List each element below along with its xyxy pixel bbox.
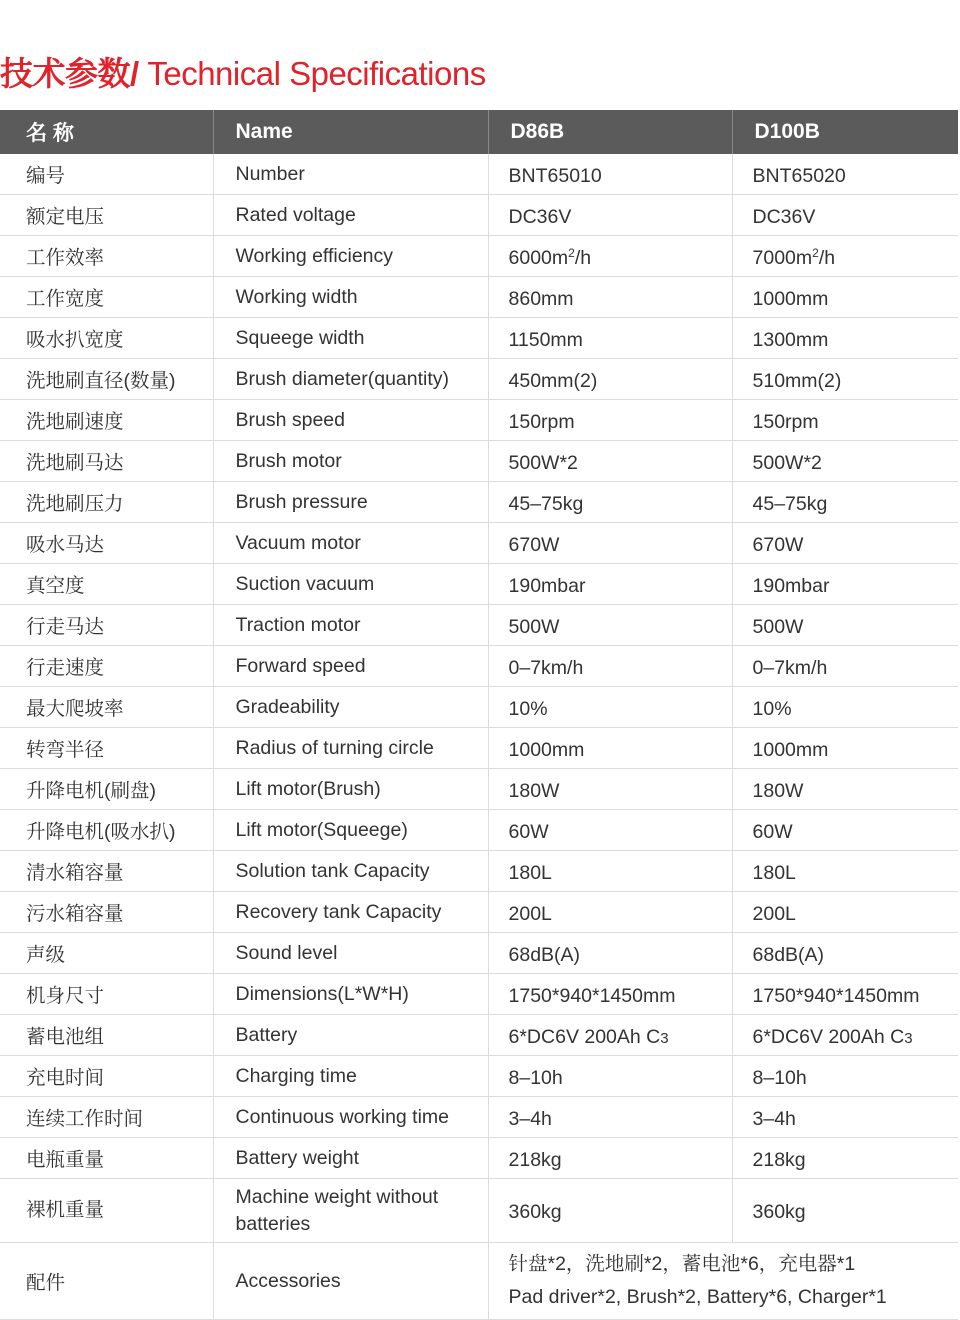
accessories-cn: 配件 xyxy=(0,1243,213,1320)
cell-d86b: 68dB(A) xyxy=(488,933,732,974)
table-row xyxy=(0,974,958,1015)
cell-d100b: 8–10h xyxy=(732,1056,958,1097)
value-text: 6000m xyxy=(508,246,569,269)
cell-cn: 蓄电池组 xyxy=(0,1015,213,1056)
accessories-line-cn: 针盘*2，洗地刷*2，蓄电池*6，充电器*1 xyxy=(508,1253,856,1275)
cell-d86b: 1750*940*1450mm xyxy=(488,974,732,1015)
cell-d100b: 60W xyxy=(732,810,958,851)
cell-d86b: 360kg xyxy=(488,1179,732,1243)
cell-cn: 工作效率 xyxy=(0,236,213,277)
cell-d100b: 510mm(2) xyxy=(732,359,958,400)
accessories-line-en: Pad driver*2, Brush*2, Battery*6, Charger*1 xyxy=(508,1286,887,1308)
superscript: 2 xyxy=(812,245,819,260)
cell-cn: 洗地刷马达 xyxy=(0,441,213,482)
cell-d86b: DC36V xyxy=(488,195,732,236)
cell-d100b: 1000mm xyxy=(732,728,958,769)
table-row xyxy=(0,892,958,933)
cell-en: Traction motor xyxy=(213,605,488,646)
table-row xyxy=(0,359,958,400)
cell-d100b: 45–75kg xyxy=(732,482,958,523)
table-row xyxy=(0,523,958,564)
cell-en: Lift motor(Squeege) xyxy=(213,810,488,851)
table-row xyxy=(0,933,958,974)
cell-en: Rated voltage xyxy=(213,195,488,236)
cell-en: Charging time xyxy=(213,1056,488,1097)
cell-en: Forward speed xyxy=(213,646,488,687)
cell-en: Brush speed xyxy=(213,400,488,441)
cell-cn: 声级 xyxy=(0,933,213,974)
accessories-value xyxy=(488,1243,958,1320)
cell-d86b: 150rpm xyxy=(488,400,732,441)
cell-cn: 编号 xyxy=(0,154,213,195)
subscript: 3 xyxy=(660,1029,669,1047)
cell-d100b: 1750*940*1450mm xyxy=(732,974,958,1015)
table-row xyxy=(0,605,958,646)
cell-d86b: 180L xyxy=(488,851,732,892)
cell-d100b: 1300mm xyxy=(732,318,958,359)
table-header-row xyxy=(0,110,958,154)
cell-d100b xyxy=(732,236,958,277)
table-row xyxy=(0,1179,958,1243)
table-row xyxy=(0,564,958,605)
cell-en: Machine weight without batteries xyxy=(213,1179,488,1243)
cell-en: Working width xyxy=(213,277,488,318)
table-row xyxy=(0,277,958,318)
cell-d86b: 3–4h xyxy=(488,1097,732,1138)
table-row xyxy=(0,851,958,892)
cell-en: Radius of turning circle xyxy=(213,728,488,769)
cell-d86b: 8–10h xyxy=(488,1056,732,1097)
table-row xyxy=(0,1056,958,1097)
cell-en: Recovery tank Capacity xyxy=(213,892,488,933)
table-row xyxy=(0,646,958,687)
cell-cn: 连续工作时间 xyxy=(0,1097,213,1138)
cell-cn: 升降电机(吸水扒) xyxy=(0,810,213,851)
cell-d86b: 670W xyxy=(488,523,732,564)
header-d86b: D86B xyxy=(488,110,732,154)
cell-d86b: 1000mm xyxy=(488,728,732,769)
cell-d100b: 180W xyxy=(732,769,958,810)
cell-en: Solution tank Capacity xyxy=(213,851,488,892)
cell-d100b: BNT65020 xyxy=(732,154,958,195)
cell-d100b: 68dB(A) xyxy=(732,933,958,974)
table-row xyxy=(0,318,958,359)
cell-cn: 吸水马达 xyxy=(0,523,213,564)
cell-cn: 行走速度 xyxy=(0,646,213,687)
table-row xyxy=(0,400,958,441)
cell-en: Battery xyxy=(213,1015,488,1056)
cell-cn: 充电时间 xyxy=(0,1056,213,1097)
cell-en: Dimensions(L*W*H) xyxy=(213,974,488,1015)
cell-cn: 额定电压 xyxy=(0,195,213,236)
cell-d86b: 60W xyxy=(488,810,732,851)
value-text: 7000m xyxy=(752,246,813,269)
value-text: 6*DC6V 200Ah C xyxy=(508,1025,661,1048)
cell-d86b: 45–75kg xyxy=(488,482,732,523)
cell-d86b: 1150mm xyxy=(488,318,732,359)
cell-d86b: 0–7km/h xyxy=(488,646,732,687)
cell-en: Suction vacuum xyxy=(213,564,488,605)
cell-d100b: 200L xyxy=(732,892,958,933)
table-row xyxy=(0,728,958,769)
superscript: 2 xyxy=(568,245,575,260)
accessories-en: Accessories xyxy=(213,1243,488,1320)
cell-en: Squeege width xyxy=(213,318,488,359)
table-row xyxy=(0,236,958,277)
cell-d100b: 180L xyxy=(732,851,958,892)
table-row xyxy=(0,441,958,482)
cell-en: Brush diameter(quantity) xyxy=(213,359,488,400)
cell-d100b xyxy=(732,1015,958,1056)
cell-cn: 清水箱容量 xyxy=(0,851,213,892)
table-row xyxy=(0,769,958,810)
cell-d100b: 670W xyxy=(732,523,958,564)
cell-en: Gradeability xyxy=(213,687,488,728)
table-row xyxy=(0,154,958,195)
cell-d100b: 3–4h xyxy=(732,1097,958,1138)
cell-d86b: 500W*2 xyxy=(488,441,732,482)
cell-d100b: 360kg xyxy=(732,1179,958,1243)
cell-en: Lift motor(Brush) xyxy=(213,769,488,810)
cell-en: Battery weight xyxy=(213,1138,488,1179)
cell-d86b: 200L xyxy=(488,892,732,933)
cell-cn: 机身尺寸 xyxy=(0,974,213,1015)
table-row xyxy=(0,1015,958,1056)
cell-cn: 真空度 xyxy=(0,564,213,605)
cell-cn: 行走马达 xyxy=(0,605,213,646)
cell-d100b: 218kg xyxy=(732,1138,958,1179)
value-text: 6*DC6V 200Ah C xyxy=(752,1025,905,1048)
cell-d86b: 500W xyxy=(488,605,732,646)
unit-text: /h xyxy=(818,246,836,269)
cell-cn: 电瓶重量 xyxy=(0,1138,213,1179)
cell-cn: 最大爬坡率 xyxy=(0,687,213,728)
cell-cn: 裸机重量 xyxy=(0,1179,213,1243)
cell-d100b: 0–7km/h xyxy=(732,646,958,687)
cell-d86b: 10% xyxy=(488,687,732,728)
cell-cn: 工作宽度 xyxy=(0,277,213,318)
cell-d100b: 500W xyxy=(732,605,958,646)
table-row xyxy=(0,482,958,523)
cell-cn: 转弯半径 xyxy=(0,728,213,769)
cell-cn: 升降电机(刷盘) xyxy=(0,769,213,810)
cell-d100b: 10% xyxy=(732,687,958,728)
cell-d86b: 218kg xyxy=(488,1138,732,1179)
page-title-cn: 技术参数/ xyxy=(0,55,139,92)
accessories-row xyxy=(0,1243,958,1320)
cell-cn: 吸水扒宽度 xyxy=(0,318,213,359)
cell-d86b: 190mbar xyxy=(488,564,732,605)
cell-en: Sound level xyxy=(213,933,488,974)
cell-d100b: 1000mm xyxy=(732,277,958,318)
page-title-en: Technical Specifications xyxy=(138,55,486,92)
cell-cn: 洗地刷压力 xyxy=(0,482,213,523)
cell-en: Number xyxy=(213,154,488,195)
unit-text: /h xyxy=(574,246,592,269)
table-row xyxy=(0,687,958,728)
cell-d100b: DC36V xyxy=(732,195,958,236)
cell-en: Continuous working time xyxy=(213,1097,488,1138)
cell-cn: 污水箱容量 xyxy=(0,892,213,933)
cell-d86b: 860mm xyxy=(488,277,732,318)
cell-d86b: BNT65010 xyxy=(488,154,732,195)
cell-d100b: 150rpm xyxy=(732,400,958,441)
cell-cn: 洗地刷速度 xyxy=(0,400,213,441)
cell-d86b xyxy=(488,236,732,277)
table-row xyxy=(0,1138,958,1179)
table-row xyxy=(0,1097,958,1138)
header-cn: 名 称 xyxy=(0,110,213,154)
cell-en: Brush pressure xyxy=(213,482,488,523)
cell-en: Working efficiency xyxy=(213,236,488,277)
header-d100b: D100B xyxy=(732,110,958,154)
subscript: 3 xyxy=(904,1029,913,1047)
cell-d86b: 180W xyxy=(488,769,732,810)
page-title xyxy=(0,48,486,95)
header-en: Name xyxy=(213,110,488,154)
cell-d86b: 450mm(2) xyxy=(488,359,732,400)
cell-d100b: 500W*2 xyxy=(732,441,958,482)
cell-d100b: 190mbar xyxy=(732,564,958,605)
cell-d86b xyxy=(488,1015,732,1056)
cell-en: Vacuum motor xyxy=(213,523,488,564)
spec-table xyxy=(0,110,958,1320)
table-row xyxy=(0,195,958,236)
cell-en: Brush motor xyxy=(213,441,488,482)
cell-cn: 洗地刷直径(数量) xyxy=(0,359,213,400)
table-row xyxy=(0,810,958,851)
